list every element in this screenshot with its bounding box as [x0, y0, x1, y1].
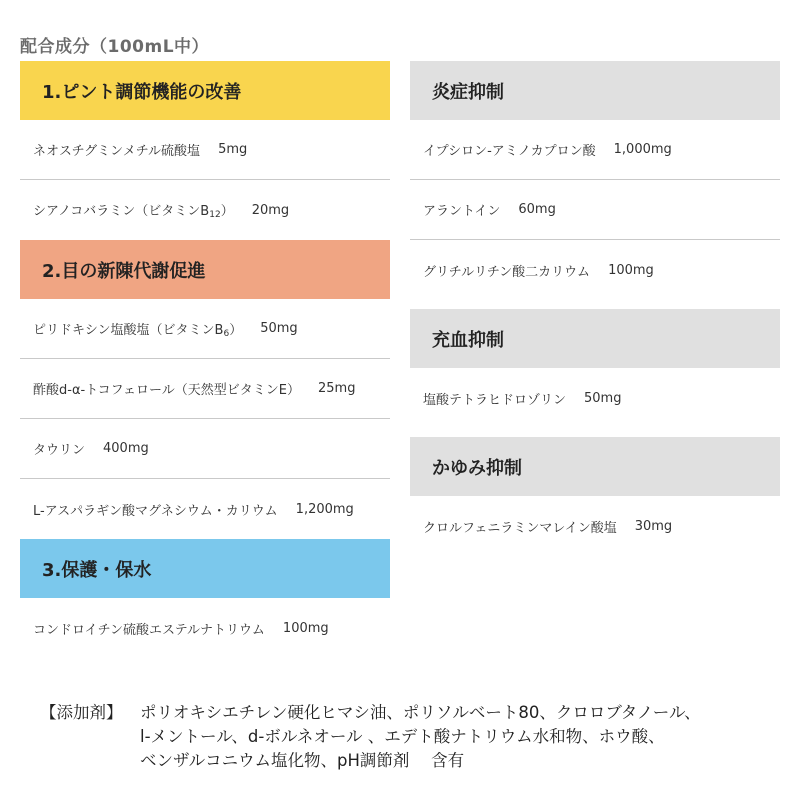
section-header-protection: 3.保護・保水 [20, 539, 390, 598]
ingredient-amount: 30mg [634, 518, 673, 534]
ingredient-amount: 400mg [103, 441, 149, 456]
ingredient-item [410, 240, 780, 300]
ingredient-amount: 5mg [218, 142, 248, 157]
right-column [410, 61, 780, 556]
ingredient-name: 酢酸d-α-トコフェロール（天然型ビタミンE） [33, 383, 300, 398]
ingredient-amount: 60mg [518, 202, 556, 217]
ingredient-item [20, 598, 390, 658]
ingredient-item [20, 419, 390, 479]
ingredient-name: コンドロイチン硫酸エステルナトリウム [33, 622, 265, 638]
ingredient-name: ネオスチグミンメチル硫酸塩 [33, 144, 201, 159]
section-header-inflammation: 炎症抑制 [410, 61, 780, 120]
additives-block [40, 701, 780, 773]
page-title: 配合成分（100mL中） [20, 37, 210, 57]
ingredient-amount: 50mg [584, 390, 622, 406]
ingredient-name: 塩酸テトラヒドロゾリン [423, 392, 567, 408]
ingredient-item [410, 368, 780, 428]
ingredient-amount: 1,000mg [613, 142, 672, 157]
additives-line: ベンザルコニウム塩化物、pH調節剤 含有 [140, 751, 465, 770]
additives-line: l-メントール、d-ボルネオール 、エデト酸ナトリウム水和物、ホウ酸、 [140, 727, 665, 746]
ingredient-item [410, 120, 780, 180]
left-column [20, 61, 390, 658]
ingredient-name: アラントイン [423, 204, 501, 219]
ingredient-name: クロルフェニラミンマレイン酸塩 [423, 520, 617, 536]
ingredient-item [20, 299, 390, 359]
ingredient-amount: 25mg [318, 381, 356, 396]
ingredient-name: L-アスパラギン酸マグネシウム・カリウム [33, 503, 278, 519]
section-header-redness: 充血抑制 [410, 309, 780, 368]
ingredient-name: イプシロン-アミノカプロン酸 [423, 144, 596, 159]
section-header-metabolism: 2.目の新陳代謝促進 [20, 240, 390, 299]
ingredient-amount: 100mg [282, 620, 329, 636]
ingredient-item [20, 120, 390, 180]
ingredient-name: ピリドキシン塩酸塩（ビタミン$B_6$） [33, 322, 243, 339]
ingredient-amount: 1,200mg [295, 501, 354, 517]
ingredient-item [20, 180, 390, 240]
ingredient-name: グリチルリチン酸二カリウム [423, 264, 591, 280]
ingredient-item [20, 359, 390, 419]
ingredient-item [410, 180, 780, 240]
ingredient-amount: 20mg [251, 202, 290, 218]
section-header-focus: 1.ピント調節機能の改善 [20, 61, 390, 120]
additives-label: 【添加剤】 [40, 703, 123, 722]
ingredient-name: シアノコバラミン（ビタミン$B_{12}$） [33, 204, 234, 220]
ingredient-amount: 50mg [260, 321, 298, 336]
ingredient-item [410, 496, 780, 556]
ingredient-name: タウリン [33, 443, 86, 458]
additives-line: ポリオキシエチレン硬化ヒマシ油、ポリソルベート80、クロロブタノール、 [140, 703, 701, 722]
ingredient-item [20, 479, 390, 539]
section-header-itch: かゆみ抑制 [410, 437, 780, 496]
ingredient-amount: 100mg [608, 262, 654, 278]
